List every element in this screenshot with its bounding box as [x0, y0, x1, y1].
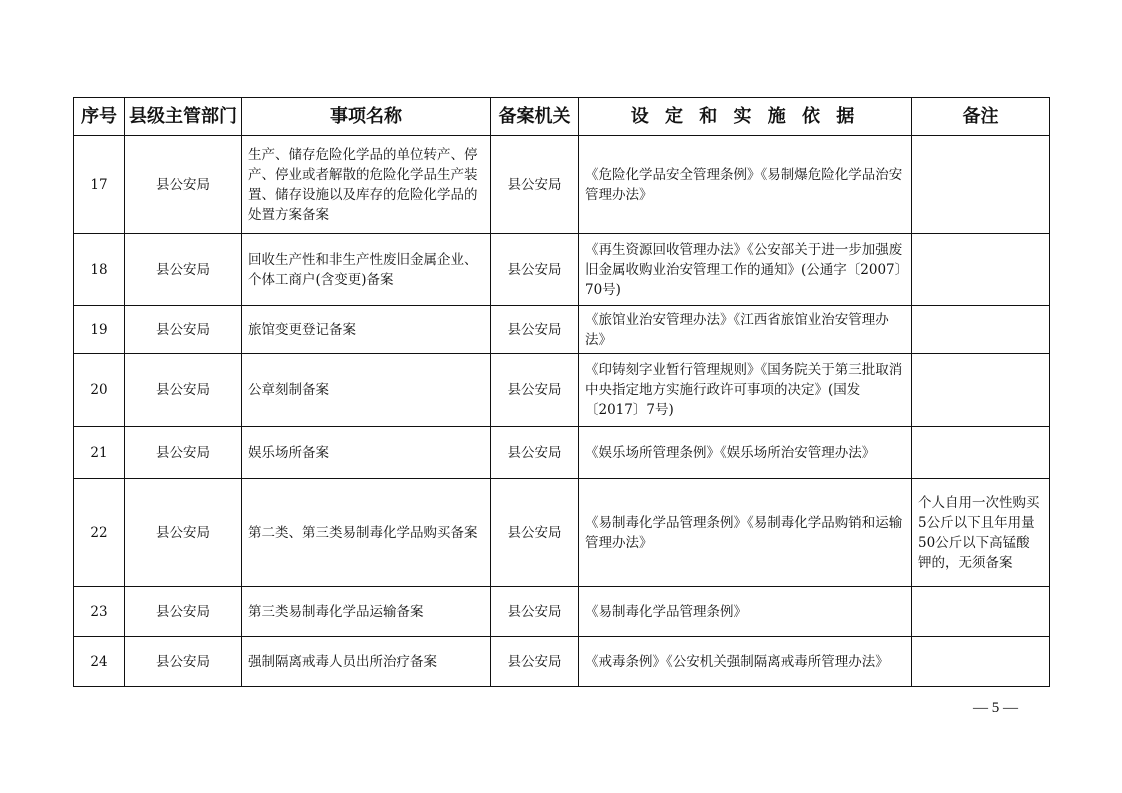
cell-department: 县公安局 — [125, 427, 242, 479]
cell-department: 县公安局 — [125, 306, 242, 354]
cell-serial-number: 23 — [74, 587, 125, 637]
cell-department: 县公安局 — [125, 479, 242, 587]
table-row — [74, 479, 1050, 587]
cell-serial-number: 21 — [74, 427, 125, 479]
header-item-name: 事项名称 — [242, 98, 491, 136]
table-row — [74, 354, 1050, 427]
cell-department: 县公安局 — [125, 354, 242, 427]
cell-department: 县公安局 — [125, 587, 242, 637]
cell-remarks — [912, 136, 1050, 234]
cell-remarks — [912, 234, 1050, 306]
cell-item-name: 生产、储存危险化学品的单位转产、停产、停业或者解散的危险化学品生产装置、储存设施以及库存的危险化学品的处置方案备案 — [242, 136, 491, 234]
table-header-row — [74, 98, 1050, 136]
header-remarks: 备注 — [912, 98, 1050, 136]
cell-legal-basis: 《再生资源回收管理办法》《公安部关于进一步加强废旧金属收购业治安管理工作的通知》(公通字〔2007〕70号) — [579, 234, 912, 306]
cell-serial-number: 18 — [74, 234, 125, 306]
cell-item-name: 回收生产性和非生产性废旧金属企业、个体工商户(含变更)备案 — [242, 234, 491, 306]
cell-remarks — [912, 637, 1050, 687]
cell-filing-agency: 县公安局 — [491, 427, 579, 479]
table-row — [74, 587, 1050, 637]
table-body — [74, 136, 1050, 687]
cell-legal-basis: 《印铸刻字业暂行管理规则》《国务院关于第三批取消中央指定地方实施行政许可事项的决定》(国发〔2017〕7号) — [579, 354, 912, 427]
cell-serial-number: 24 — [74, 637, 125, 687]
header-legal-basis: 设 定 和 实 施 依 据 — [579, 98, 912, 136]
cell-legal-basis: 《戒毒条例》《公安机关强制隔离戒毒所管理办法》 — [579, 637, 912, 687]
header-serial-number: 序号 — [74, 98, 125, 136]
cell-legal-basis: 《危险化学品安全管理条例》《易制爆危险化学品治安管理办法》 — [579, 136, 912, 234]
page-number: — 5 — — [973, 700, 1018, 716]
cell-legal-basis: 《易制毒化学品管理条例》 — [579, 587, 912, 637]
cell-filing-agency: 县公安局 — [491, 637, 579, 687]
cell-filing-agency: 县公安局 — [491, 479, 579, 587]
cell-remarks — [912, 427, 1050, 479]
table-row — [74, 427, 1050, 479]
cell-legal-basis: 《旅馆业治安管理办法》《江西省旅馆业治安管理办法》 — [579, 306, 912, 354]
cell-filing-agency: 县公安局 — [491, 354, 579, 427]
cell-filing-agency: 县公安局 — [491, 306, 579, 354]
cell-legal-basis: 《娱乐场所管理条例》《娱乐场所治安管理办法》 — [579, 427, 912, 479]
cell-serial-number: 17 — [74, 136, 125, 234]
table-row — [74, 306, 1050, 354]
cell-item-name: 第三类易制毒化学品运输备案 — [242, 587, 491, 637]
cell-item-name: 第二类、第三类易制毒化学品购买备案 — [242, 479, 491, 587]
filing-items-table — [73, 97, 1050, 687]
cell-serial-number: 22 — [74, 479, 125, 587]
header-department: 县级主管部门 — [125, 98, 242, 136]
cell-remarks — [912, 306, 1050, 354]
table-row — [74, 136, 1050, 234]
cell-filing-agency: 县公安局 — [491, 234, 579, 306]
table-row — [74, 637, 1050, 687]
cell-item-name: 公章刻制备案 — [242, 354, 491, 427]
table-row — [74, 234, 1050, 306]
cell-department: 县公安局 — [125, 637, 242, 687]
cell-item-name: 娱乐场所备案 — [242, 427, 491, 479]
cell-remarks: 个人自用一次性购买5公斤以下且年用量50公斤以下高锰酸钾的，无须备案 — [912, 479, 1050, 587]
cell-filing-agency: 县公安局 — [491, 587, 579, 637]
cell-legal-basis: 《易制毒化学品管理条例》《易制毒化学品购销和运输管理办法》 — [579, 479, 912, 587]
cell-filing-agency: 县公安局 — [491, 136, 579, 234]
header-filing-agency: 备案机关 — [491, 98, 579, 136]
cell-item-name: 强制隔离戒毒人员出所治疗备案 — [242, 637, 491, 687]
cell-serial-number: 20 — [74, 354, 125, 427]
cell-remarks — [912, 587, 1050, 637]
cell-remarks — [912, 354, 1050, 427]
cell-item-name: 旅馆变更登记备案 — [242, 306, 491, 354]
cell-department: 县公安局 — [125, 136, 242, 234]
cell-department: 县公安局 — [125, 234, 242, 306]
cell-serial-number: 19 — [74, 306, 125, 354]
